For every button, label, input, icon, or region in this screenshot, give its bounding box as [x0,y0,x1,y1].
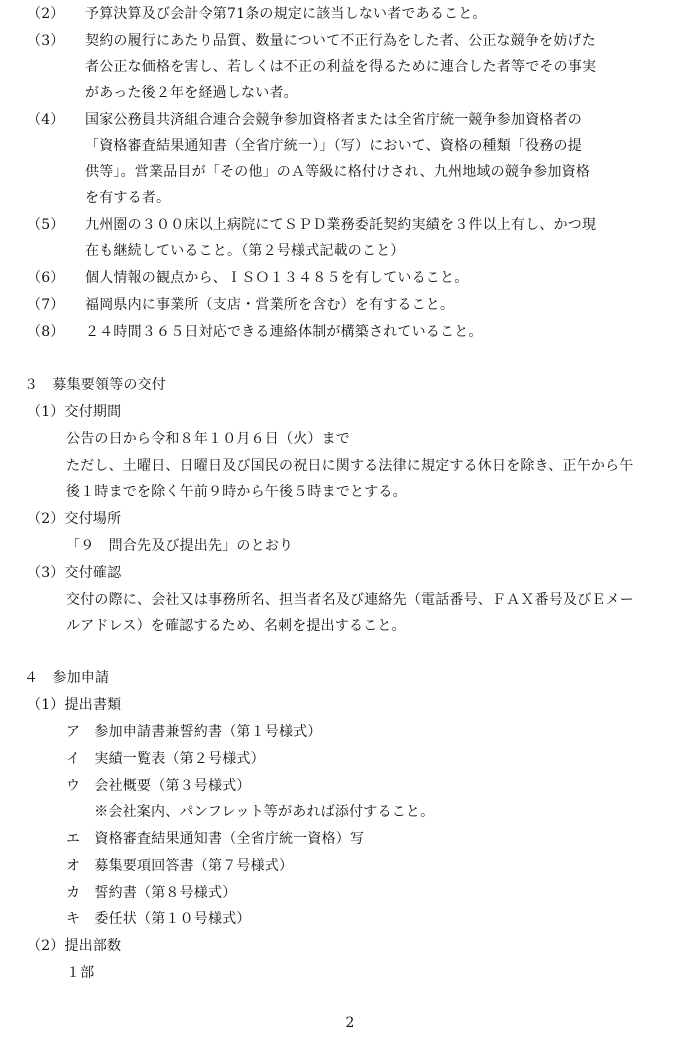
section-4-sub2-value: １部 [66,965,95,981]
item-text: を有する者。 [85,190,171,206]
item-text: 福岡県内に事業所（支店・営業所を含む）を有すること。 [85,297,455,313]
section-3-sub3-line-1: 交付の際に、会社又は事務所名、担当者名及び連絡先（電話番号、ＦＡＸ番号及びＥメー [66,592,634,608]
section-3-sub2-heading: （2）交付場所 [27,511,122,527]
document-item: キ 委任状（第１０号様式） [66,911,251,927]
section-4-sub2-heading: （2）提出部数 [27,938,122,954]
item-text: 個人情報の観点から、ＩＳＯ１３４８５を有していること。 [85,270,469,286]
section-3-sub1-heading: （1）交付期間 [27,404,122,420]
section-4-heading: ４ 参加申請 [24,670,110,686]
item-text: 「資格審査結果通知書（全省庁統一）」（写）において、資格の種類「役務の提 [85,138,582,154]
item-text: ２４時間３６５日対応できる連絡体制が構築されていること。 [85,324,483,340]
document-note: ※会社案内、パンフレット等があれば添付すること。 [80,804,435,820]
item-number: （3） [27,33,65,49]
item-number: （4） [27,112,65,128]
item-text: 国家公務員共済組合連合会競争参加資格者または全省庁統一競争参加資格者の [85,112,582,128]
section-3-sub1-line-2: ただし、土曜日、日曜日及び国民の祝日に関する法律に規定する休日を除き、正午から午 [66,458,634,474]
item-number: （5） [27,217,65,233]
document-item: オ 募集要項回答書（第７号様式） [66,858,294,874]
page-number: 2 [345,1015,355,1031]
item-number: （2） [27,6,65,22]
item-text: 契約の履行にあたり品質、数量について不正行為をした者、公正な競争を妨げた [85,33,596,49]
item-text: 在も継続していること。（第２号様式記載のこと） [85,243,405,259]
section-3-sub3-line-2: ルアドレス）を確認するため、名刺を提出すること。 [66,618,406,634]
document-item: ウ 会社概要（第３号様式） [66,778,251,794]
item-text: 九州圏の３００床以上病院にてＳＰＤ業務委託契約実績を３件以上有し、かつ現 [85,217,597,233]
item-number: （8） [27,324,65,340]
section-3-sub3-heading: （3）交付確認 [27,565,122,581]
document-item: カ 誓約書（第８号様式） [66,885,237,901]
item-text: 供等」。営業品目が「その他」のＡ等級に格付けされ、九州地域の競争参加資格 [85,164,591,180]
item-number: （6） [27,270,65,286]
item-text: があった後２年を経過しない者。 [85,85,298,101]
document-item: イ 実績一覧表（第２号様式） [66,751,265,767]
document-item: ア 参加申請書兼誓約書（第１号様式） [66,724,322,740]
document-item: エ 資格審査結果通知書（全省庁統一資格）写 [66,831,365,847]
section-3-heading: ３ 募集要領等の交付 [24,377,166,393]
item-text: 予算決算及び会計令第71条の規定に該当しない者であること。 [85,6,487,22]
item-number: （7） [27,297,65,313]
section-3-sub2-line: 「９ 問合先及び提出先」のとおり [66,538,294,554]
section-3-sub1-line-3: 後１時までを除く午前９時から午後５時までとする。 [66,484,407,500]
item-text: 者公正な価格を害し、若しくは不正の利益を得るために連合した者等でその事実 [85,59,597,75]
section-3-sub1-line-1: 公告の日から令和８年１０月６日（火）まで [66,431,350,447]
section-4-sub1-heading: （1）提出書類 [27,697,122,713]
